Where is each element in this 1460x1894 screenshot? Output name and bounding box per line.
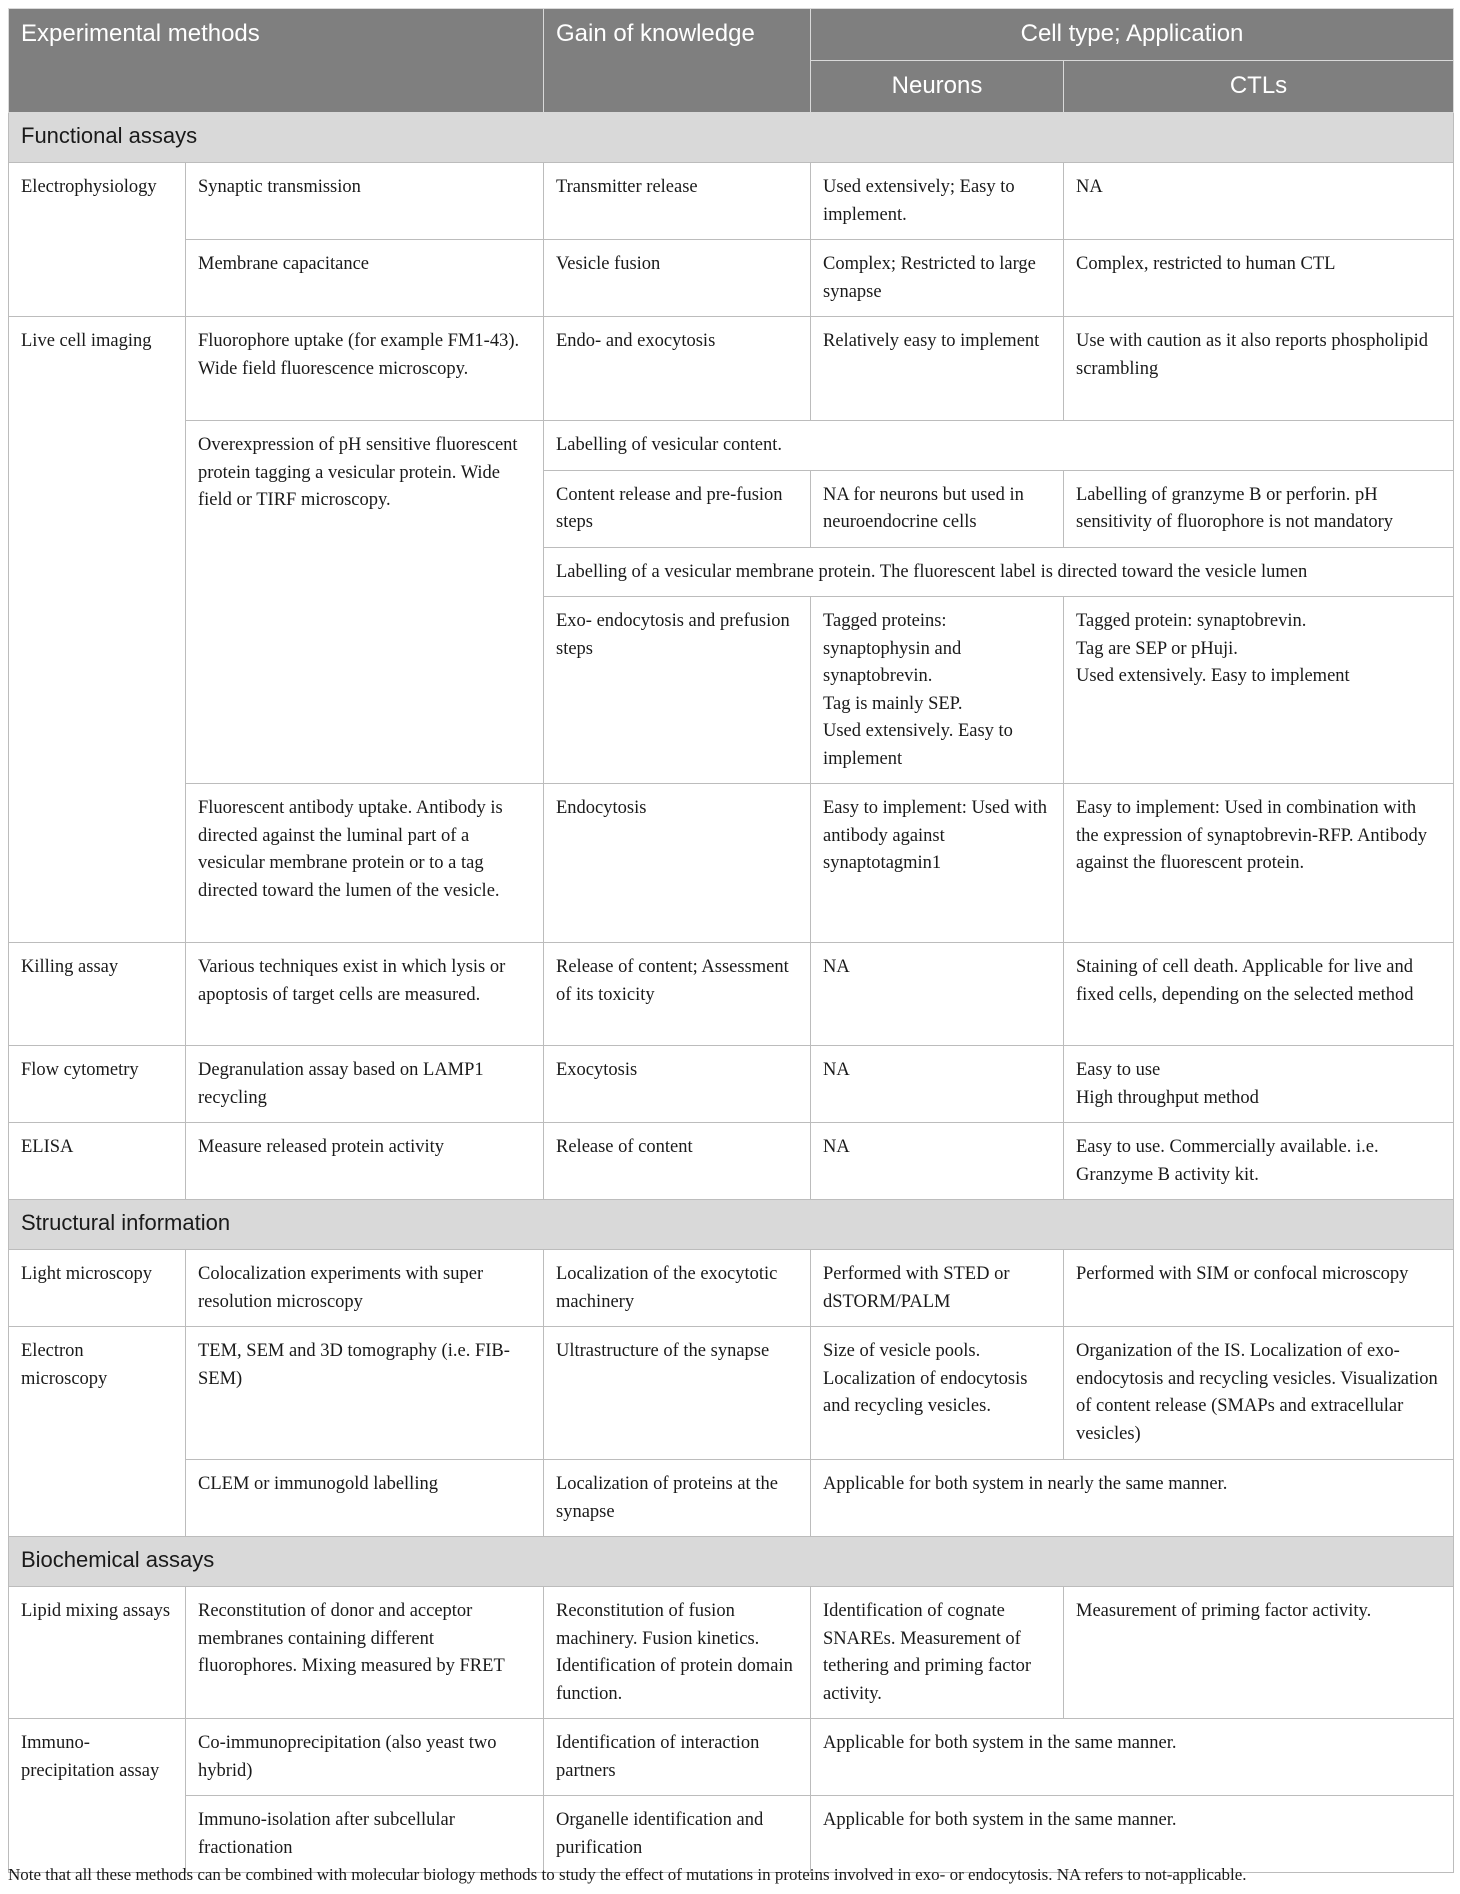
header-ctls: CTLs [1064, 61, 1454, 113]
technique-cell: Fluorescent antibody uptake. Antibody is directed against the luminal part of a vesicular membrane protein or to a tag directed toward the lumen of the vesicle. [186, 784, 544, 943]
ctls-cell: Tagged protein: synaptobrevin. Tag are SEP or pHuji. Used extensively. Easy to implement [1064, 597, 1454, 784]
technique-cell: Fluorophore uptake (for example FM1-43). Wide field fluorescence microscopy. [186, 317, 544, 421]
ctls-cell: Measurement of priming factor activity. [1064, 1587, 1454, 1719]
technique-cell: Reconstitution of donor and acceptor membranes containing different fluorophores. Mixing measured by FRET [186, 1587, 544, 1719]
knowledge-cell: Localization of the exocytotic machinery [544, 1250, 811, 1327]
knowledge-cell: Endo- and exocytosis [544, 317, 811, 421]
neurons-cell: Relatively easy to implement [811, 317, 1064, 421]
table-row [9, 1046, 1454, 1123]
neurons-cell: NA [811, 1046, 1064, 1123]
ctls-cell: Complex, restricted to human CTL [1064, 240, 1454, 317]
neurons-cell: Identification of cognate SNAREs. Measurement of tethering and priming factor activity. [811, 1587, 1064, 1719]
table-row [9, 163, 1454, 240]
neurons-cell: NA [811, 943, 1064, 1046]
neurons-cell: NA for neurons but used in neuroendocrine cells [811, 470, 1064, 547]
method-cell: Lipid mixing assays [9, 1587, 186, 1719]
header-cell-type: Cell type; Application [811, 9, 1454, 61]
neurons-cell: NA [811, 1123, 1064, 1200]
knowledge-cell: Vesicle fusion [544, 240, 811, 317]
spanning-note-cell: Labelling of a vesicular membrane protein. The fluorescent label is directed toward the vesicle lumen [544, 547, 1454, 597]
method-cell: Flow cytometry [9, 1046, 186, 1123]
knowledge-cell: Content release and pre-fusion steps [544, 470, 811, 547]
method-cell: Killing assay [9, 943, 186, 1046]
table-row [9, 784, 1454, 943]
neurons-cell: Used extensively; Easy to implement. [811, 163, 1064, 240]
table-row [9, 1460, 1454, 1537]
ctls-cell: NA [1064, 163, 1454, 240]
table-row [9, 1796, 1454, 1873]
ctls-cell: Easy to use High throughput method [1064, 1046, 1454, 1123]
neurons-cell: Easy to implement: Used with antibody against synaptotagmin1 [811, 784, 1064, 943]
technique-cell: Degranulation assay based on LAMP1 recycling [186, 1046, 544, 1123]
knowledge-cell: Ultrastructure of the synapse [544, 1327, 811, 1460]
section-biochemical-assays: Biochemical assays [9, 1537, 1454, 1587]
header-experimental-methods: Experimental methods [9, 9, 544, 113]
knowledge-cell: Release of content [544, 1123, 811, 1200]
table-row [9, 1719, 1454, 1796]
table-row [9, 317, 1454, 421]
table-row [9, 1123, 1454, 1200]
ctls-cell: Use with caution as it also reports phospholipid scrambling [1064, 317, 1454, 421]
spanning-note-cell: Labelling of vesicular content. [544, 421, 1454, 471]
neurons-cell: Performed with STED or dSTORM/PALM [811, 1250, 1064, 1327]
header-gain-of-knowledge: Gain of knowledge [544, 9, 811, 113]
ctls-cell: Labelling of granzyme B or perforin. pH sensitivity of fluorophore is not mandatory [1064, 470, 1454, 547]
method-cell: Electron microscopy [9, 1327, 186, 1537]
table-row [9, 421, 1454, 471]
knowledge-cell: Reconstitution of fusion machinery. Fusion kinetics. Identification of protein domain function. [544, 1587, 811, 1719]
method-cell: Electrophysiology [9, 163, 186, 317]
technique-cell: Overexpression of pH sensitive fluorescent protein tagging a vesicular protein. Wide field or TIRF microscopy. [186, 421, 544, 784]
both-systems-cell: Applicable for both system in the same manner. [811, 1796, 1454, 1873]
knowledge-cell: Release of content; Assessment of its toxicity [544, 943, 811, 1046]
table-row [9, 1587, 1454, 1719]
ctls-cell: Easy to use. Commercially available. i.e. Granzyme B activity kit. [1064, 1123, 1454, 1200]
table-row [9, 1250, 1454, 1327]
both-systems-cell: Applicable for both system in the same manner. [811, 1719, 1454, 1796]
ctls-cell: Staining of cell death. Applicable for live and fixed cells, depending on the selected method [1064, 943, 1454, 1046]
technique-cell: Measure released protein activity [186, 1123, 544, 1200]
table-row [9, 240, 1454, 317]
knowledge-cell: Endocytosis [544, 784, 811, 943]
technique-cell: Co-immunoprecipitation (also yeast two hybrid) [186, 1719, 544, 1796]
neurons-cell: Size of vesicle pools. Localization of endocytosis and recycling vesicles. [811, 1327, 1064, 1460]
method-cell: Immuno-precipitation assay [9, 1719, 186, 1873]
technique-cell: CLEM or immunogold labelling [186, 1460, 544, 1537]
knowledge-cell: Exocytosis [544, 1046, 811, 1123]
table-header [9, 9, 1454, 113]
method-cell: ELISA [9, 1123, 186, 1200]
table-row [9, 1327, 1454, 1460]
method-cell: Light microscopy [9, 1250, 186, 1327]
neurons-cell: Complex; Restricted to large synapse [811, 240, 1064, 317]
knowledge-cell: Exo- endocytosis and prefusion steps [544, 597, 811, 784]
knowledge-cell: Organelle identification and purification [544, 1796, 811, 1873]
table-row [9, 943, 1454, 1046]
header-neurons: Neurons [811, 61, 1064, 113]
ctls-cell: Performed with SIM or confocal microscopy [1064, 1250, 1454, 1327]
ctls-cell: Organization of the IS. Localization of exo-endocytosis and recycling vesicles. Visualization of content release (SMAPs and extracellular vesicles) [1064, 1327, 1454, 1460]
technique-cell: Colocalization experiments with super resolution microscopy [186, 1250, 544, 1327]
knowledge-cell: Localization of proteins at the synapse [544, 1460, 811, 1537]
technique-cell: TEM, SEM and 3D tomography (i.e. FIB-SEM) [186, 1327, 544, 1460]
methods-table [8, 8, 1454, 1873]
section-functional-assays: Functional assays [9, 113, 1454, 163]
technique-cell: Immuno-isolation after subcellular fractionation [186, 1796, 544, 1873]
knowledge-cell: Transmitter release [544, 163, 811, 240]
technique-cell: Membrane capacitance [186, 240, 544, 317]
technique-cell: Various techniques exist in which lysis or apoptosis of target cells are measured. [186, 943, 544, 1046]
method-cell: Live cell imaging [9, 317, 186, 943]
section-structural-information: Structural information [9, 1200, 1454, 1250]
table-footnote: Note that all these methods can be combined with molecular biology methods to study the effect of mutations in proteins involved in exo- or endocytosis. NA refers to not-applicable. [8, 1865, 1247, 1884]
technique-cell: Synaptic transmission [186, 163, 544, 240]
knowledge-cell: Identification of interaction partners [544, 1719, 811, 1796]
neurons-cell: Tagged proteins: synaptophysin and synaptobrevin. Tag is mainly SEP. Used extensively. Easy to implement [811, 597, 1064, 784]
ctls-cell: Easy to implement: Used in combination with the expression of synaptobrevin-RFP. Antibody against the fluorescent protein. [1064, 784, 1454, 943]
both-systems-cell: Applicable for both system in nearly the same manner. [811, 1460, 1454, 1537]
